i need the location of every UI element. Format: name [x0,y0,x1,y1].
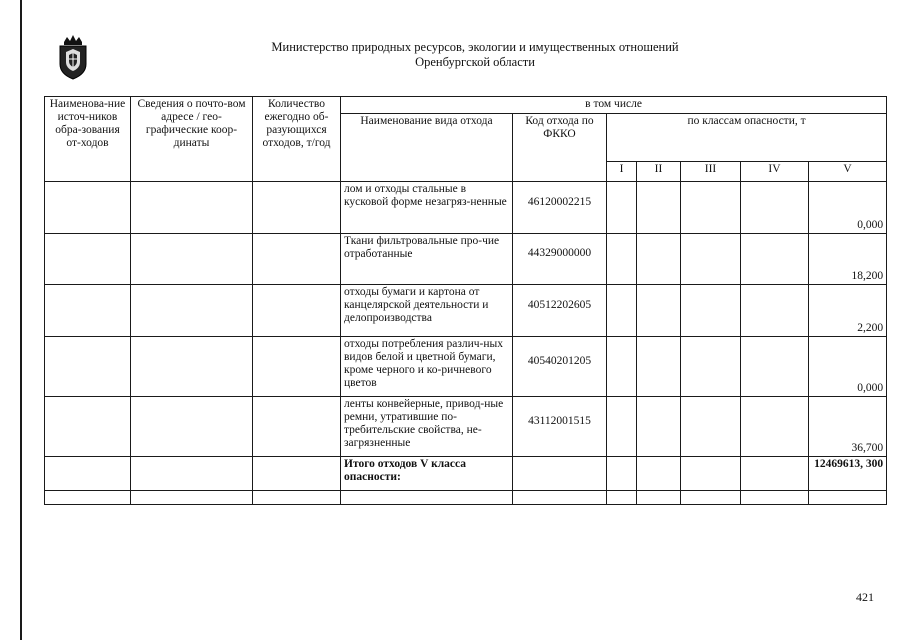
page-number: 421 [856,590,874,604]
source-name-cell [45,285,131,337]
class-3-cell [681,457,741,491]
table-row [45,397,887,457]
empty-row [45,491,887,505]
quantity-cell [253,285,341,337]
table-row [45,285,887,337]
empty-cell [637,491,681,505]
empty-cell [341,491,513,505]
header-class-3: III [681,162,741,182]
class-4-cell [741,285,809,337]
class-2-cell [637,397,681,457]
waste-code-cell: 44329000000 [513,234,607,285]
source-name-cell [45,337,131,397]
class-3-cell [681,397,741,457]
header-row-1 [45,97,887,114]
header-class-5: V [809,162,887,182]
waste-code-cell: 46120002215 [513,182,607,234]
class-3-cell [681,285,741,337]
waste-name-cell: отходы бумаги и картона от канцелярской деятельности и делопроизводства [341,285,513,337]
class-2-cell [637,182,681,234]
waste-name-cell: лом и отходы стальные в кусковой форме незагряз-ненные [341,182,513,234]
class-4-cell [741,182,809,234]
class-4-cell [741,234,809,285]
quantity-cell [253,234,341,285]
quantity-cell [253,397,341,457]
class-2-cell [637,337,681,397]
table-row [45,234,887,285]
empty-cell [45,491,131,505]
header-class-2: II [637,162,681,182]
class-2-cell [637,457,681,491]
header-class-4: IV [741,162,809,182]
header-including: в том числе [341,97,887,114]
empty-cell [253,491,341,505]
header-source-name: Наименова-ние источ-ников обра-зования от-ходов [45,97,131,182]
waste-name-cell: отходы потребления различ-ных видов белой и цветной бумаги, кроме черного и ко-ричневого цветов [341,337,513,397]
waste-code-cell: 43112001515 [513,397,607,457]
class-2-cell [637,234,681,285]
waste-name-cell: Ткани фильтровальные про-чие отработанные [341,234,513,285]
address-cell [131,182,253,234]
class-5-cell: 2,200 [809,285,887,337]
class-1-cell [607,182,637,234]
class-5-cell: 18,200 [809,234,887,285]
header-hazard-classes: по классам опасности, т [607,114,887,162]
empty-cell [607,491,637,505]
address-cell [131,285,253,337]
empty-cell [131,491,253,505]
binding-line [20,0,22,640]
class-1-cell [607,457,637,491]
waste-name-cell: ленты конвейерные, привод-ные ремни, утратившие по-требительские свойства, не-загрязненные [341,397,513,457]
total-value: 12469613, 300 [809,457,887,491]
class-1-cell [607,397,637,457]
waste-code-cell: 40512202605 [513,285,607,337]
class-5-cell: 0,000 [809,182,887,234]
ministry-header [255,40,695,70]
address-cell [131,337,253,397]
ministry-line-1: Министерство природных ресурсов, экологии и имущественных отношений [271,40,679,54]
empty-cell [513,491,607,505]
empty-cell [741,491,809,505]
header-class-1: I [607,162,637,182]
total-label: Итого отходов V класса опасности: [341,457,513,491]
class-4-cell [741,397,809,457]
source-name-cell [45,457,131,491]
table-row [45,182,887,234]
source-name-cell [45,182,131,234]
total-row [45,457,887,491]
class-3-cell [681,234,741,285]
source-name-cell [45,234,131,285]
address-cell [131,234,253,285]
ministry-line-2: Оренбургской области [415,55,535,69]
quantity-cell [253,457,341,491]
waste-code-cell: 40540201205 [513,337,607,397]
class-1-cell [607,234,637,285]
quantity-cell [253,337,341,397]
waste-code-cell [513,457,607,491]
header-waste-code: Код отхода по ФККО [513,114,607,182]
class-5-cell: 0,000 [809,337,887,397]
empty-cell [809,491,887,505]
class-5-cell: 36,700 [809,397,887,457]
quantity-cell [253,182,341,234]
class-2-cell [637,285,681,337]
source-name-cell [45,397,131,457]
header-address: Сведения о почто-вом адресе / гео-графические коор-динаты [131,97,253,182]
class-3-cell [681,337,741,397]
class-1-cell [607,337,637,397]
class-3-cell [681,182,741,234]
waste-table [44,96,887,505]
empty-cell [681,491,741,505]
class-4-cell [741,337,809,397]
address-cell [131,397,253,457]
table-row [45,337,887,397]
class-1-cell [607,285,637,337]
header-quantity: Количество ежегодно об-разующихся отходов, т/год [253,97,341,182]
coat-of-arms-icon [56,34,90,80]
address-cell [131,457,253,491]
class-4-cell [741,457,809,491]
header-waste-name: Наименование вида отхода [341,114,513,182]
